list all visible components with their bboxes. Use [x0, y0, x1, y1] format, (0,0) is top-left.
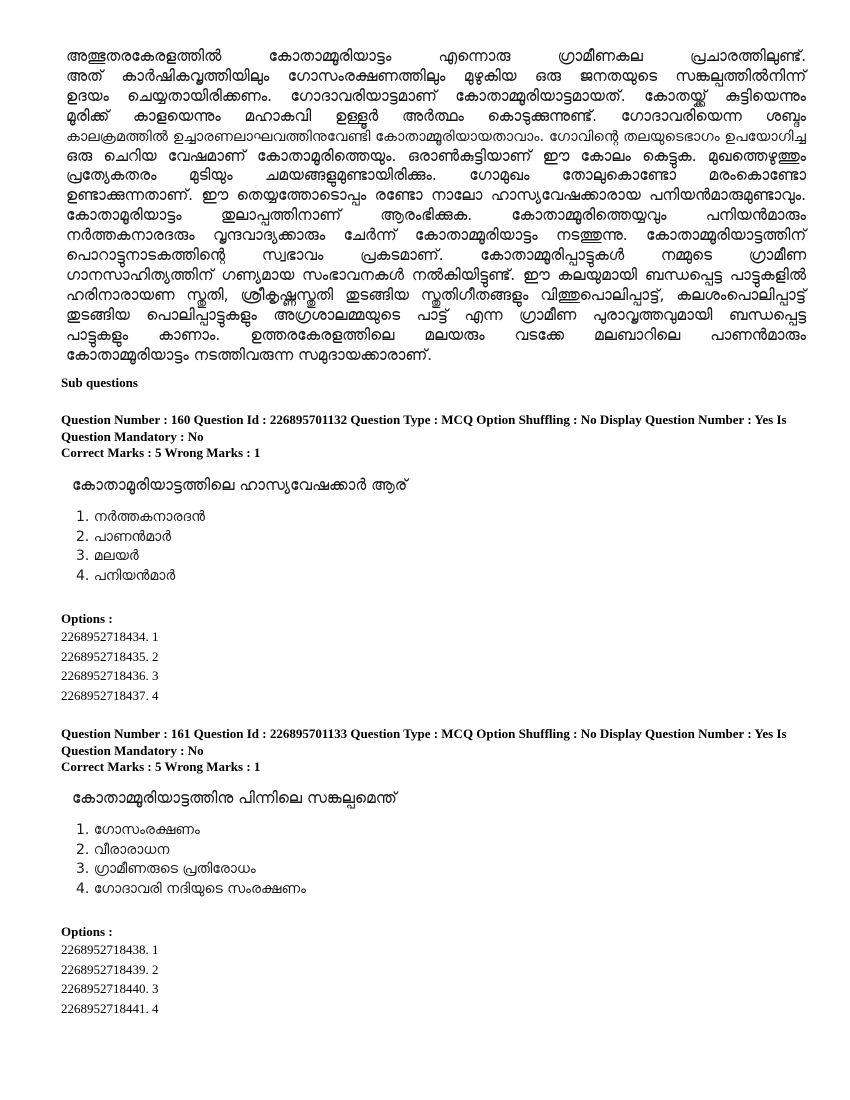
option-item: 2268952718437. 4	[61, 688, 159, 704]
question-160-options	[61, 627, 159, 706]
question-marks: Correct Marks : 5 Wrong Marks : 1	[61, 445, 261, 460]
passage-line: കാലക്രമത്തിൽ ഉച്ചാരണലാഘവത്തിനുവേണ്ടി കോതാമ്മൂരിയായതാവാം. ഗോവിന്റെ തലയുടെഭാഗം ഉപയോഗിച്ച	[66, 127, 806, 145]
passage-line: പാട്ടുകളും കാണാം. ഉത്തരകേരളത്തിലെ മലയരും വടക്കേ മലബാറിലെ പാണൻമാരും	[66, 325, 806, 344]
question-header-line: Question Number : 160 Question Id : 226895701132 Question Type : MCQ Option Shuffling : No Display Question Number : Yes Is	[61, 412, 787, 427]
passage-line: തുടങ്ങിയ പൊലിപ്പാട്ടുകളും അഗ്രശാലമ്മയുടെ പാട്ട് എന്ന ഗ്രാമീണ പുരാവൃത്തവുമായി ബന്ധപ്പെട്ട	[66, 305, 806, 324]
question-161-choices	[76, 821, 306, 900]
choice-item: 2. വീരാരാധന	[76, 841, 170, 858]
option-item: 2268952718435. 2	[61, 648, 159, 664]
choice-item: 3. മലയർ	[76, 548, 139, 565]
passage-line: ഉദയം ചെയ്യതായിരിക്കണം. ഗോദാവരിയാട്ടമാണ് കോതാമ്മൂരിയാട്ടമായത്. കോതയ്ക്ക് കുട്ടിയെന്നും	[66, 86, 806, 105]
passage-line: ഹരിനാരായണ സ്തുതി, ശ്രീകൃഷ്ണസ്തുതി തുടങ്ങിയ സ്തുതിഗീതങ്ങളും വിത്തുപൊലിപ്പാട്ട്, കലശംപൊലിപ്പാട്ട്	[66, 285, 806, 304]
choice-item: 1. നർത്തകനാരദൻ	[76, 509, 206, 525]
choice-item: 3. ഗ്രാമീണരുടെ പ്രതിരോധം	[76, 861, 256, 878]
option-item: 2268952718440. 3	[61, 981, 159, 997]
option-item: 2268952718441. 4	[61, 1001, 159, 1017]
passage-line: അത്ഭുതരകേരളത്തിൽ കോതാമ്മൂരിയാട്ടം എന്നൊരു ഗ്രാമീണകല പ്രചാരത്തിലുണ്ട്.	[66, 47, 806, 65]
question-160-text: കോതാമൂരിയാട്ടത്തിലെ ഹാസ്യവേഷക്കാർ ആര്	[72, 476, 408, 494]
options-label: Options :	[61, 924, 113, 939]
question-161-header	[61, 726, 801, 776]
question-161-text: കോതാമ്മൂരിയാട്ടത്തിനു പിന്നിലെ സങ്കല്പമെന്ത്	[72, 789, 397, 807]
passage-line: ഒരു ചെറിയ വേഷമാണ് കോതാമൂരിത്തെയും. ഒരാൺകുട്ടിയാണ് ഈ കോലം കെട്ടുക. മുഖത്തെഴുത്തും	[66, 146, 806, 165]
passage-line: കോതാമ്മൂരിയാട്ടം നടത്തിവരുന്ന സമുദായക്കാരാണ്.	[66, 345, 433, 364]
question-header-line: Question Mandatory : No	[61, 428, 204, 444]
question-160-choices	[76, 508, 205, 587]
passage-line: പൊറാട്ടുനാടകത്തിന്റെ സ്വഭാവം പ്രകടമാണ്. കോതാമ്മൂരിപ്പാട്ടുകൾ നമ്മുടെ ഗ്രാമീണ	[66, 246, 806, 265]
option-item: 2268952718438. 1	[61, 942, 159, 957]
choice-item: 1. ഗോസംരക്ഷണം	[76, 822, 200, 838]
question-161-options	[61, 940, 159, 1019]
option-item: 2268952718434. 1	[61, 629, 159, 644]
question-header-line: Question Mandatory : No	[61, 742, 204, 758]
question-marks: Correct Marks : 5 Wrong Marks : 1	[61, 759, 261, 774]
passage-text	[66, 47, 806, 366]
passage-line: കോതാമൂരിയാട്ടം തുലാപ്പത്തിനാണ് ആരംഭിക്കുക. കോതാമ്മൂരിത്തെയ്യവും പനിയൻമാരും	[66, 206, 806, 225]
question-header-line: Question Number : 161 Question Id : 226895701133 Question Type : MCQ Option Shuffling : No Display Question Number : Yes Is	[61, 726, 787, 741]
choice-item: 4. പനിയൻമാർ	[76, 568, 176, 585]
passage-line: മൂരിക്ക് കാളയെന്നും മഹാകവി ഉള്ളൂർ അർത്ഥം കൊടുക്കുന്നുണ്ട്. ഗോദാവരിയെന്ന ശബ്ദം	[66, 106, 806, 125]
question-160-header	[61, 412, 801, 462]
passage-line: ഉണ്ടാക്കുന്നതാണ്. ഈ തെയ്യത്തോടൊപ്പം രണ്ടോ നാലോ ഹാസ്യവേഷക്കാരായ പനിയൻമാരുമുണ്ടാവും.	[66, 186, 806, 205]
choice-item: 4. ഗോദാവരി നദിയുടെ സംരക്ഷണം	[76, 881, 306, 898]
options-label: Options :	[61, 611, 113, 626]
option-item: 2268952718439. 2	[61, 961, 159, 977]
passage-line: നർത്തകനാരദരും വൃന്ദവാദ്യക്കാരും ചേർന്ന് കോതാമ്മൂരിയാട്ടം നടത്തുന്നു. കോതാമ്മൂരിയാട്ടത്തിന്	[66, 226, 806, 245]
option-item: 2268952718436. 3	[61, 668, 159, 684]
choice-item: 2. പാണൻമാർ	[76, 528, 172, 545]
sub-questions-heading: Sub questions	[61, 375, 138, 390]
passage-line: അത് കാർഷികവൃത്തിയിലും ഗോസംരക്ഷണത്തിലും മുഴുകിയ ഒരു ജനതയുടെ സങ്കല്പത്തിൽനിന്ന്	[66, 66, 806, 85]
passage-line: ഗാനസാഹിത്യത്തിന് ഗണ്യമായ സംഭാവനകൾ നൽകിയിട്ടുണ്ട്. ഈ കലയുമായി ബന്ധപ്പെട്ട പാട്ടുകളിൽ	[66, 265, 806, 284]
passage-line: പ്രത്യേകതരം മുടിയും ചമയങ്ങളുമുണ്ടായിരിക്കും. ഗോമുഖം തോലുകൊണ്ടോ മരംകൊണ്ടോ	[66, 166, 806, 185]
